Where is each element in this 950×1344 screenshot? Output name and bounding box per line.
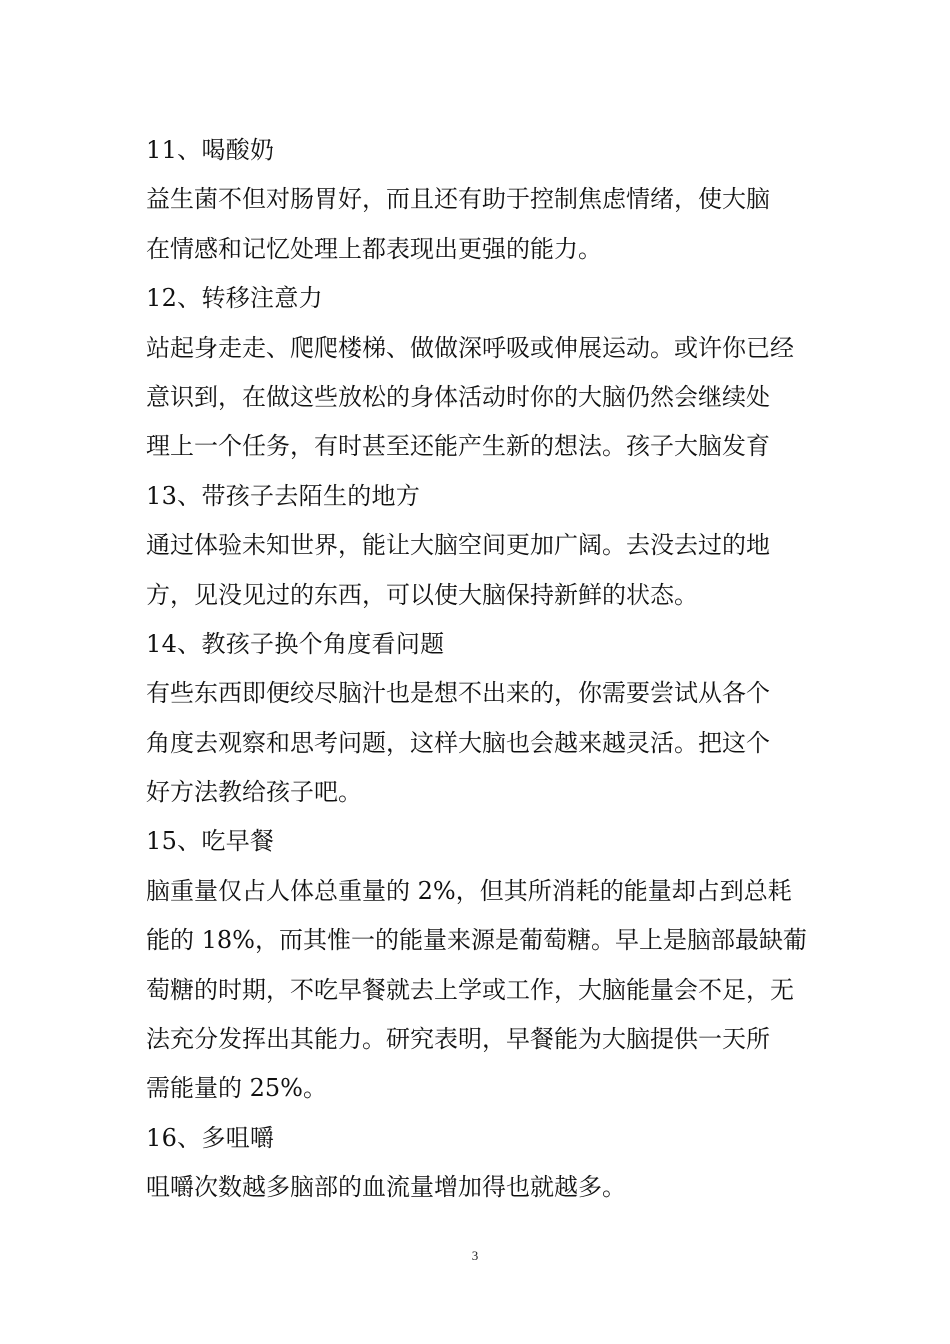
paragraph-line: 需能量的 25%。 xyxy=(146,1074,327,1103)
paragraph-line: 好方法教给孩子吧。 xyxy=(146,778,362,807)
paragraph-line: 萄糖的时期，不吃早餐就去上学或工作，大脑能量会不足，无 xyxy=(146,975,794,1004)
section-heading: 14、教孩子换个角度看问题 xyxy=(146,629,445,658)
section-heading: 13、带孩子去陌生的地方 xyxy=(146,481,421,510)
paragraph-line: 意识到，在做这些放松的身体活动时你的大脑仍然会继续处 xyxy=(146,382,770,411)
section-heading: 16、多咀嚼 xyxy=(146,1123,275,1152)
paragraph-line: 角度去观察和思考问题，这样大脑也会越来越灵活。把这个 xyxy=(146,728,770,757)
paragraph-line: 脑重量仅占人体总重量的 2%，但其所消耗的能量却占到总耗 xyxy=(146,876,792,905)
document-body xyxy=(146,126,810,1213)
paragraph-line: 益生菌不但对肠胃好，而且还有助于控制焦虑情绪，使大脑 xyxy=(146,185,770,214)
paragraph-line: 理上一个任务，有时甚至还能产生新的想法。孩子大脑发育 xyxy=(146,432,770,461)
section-heading: 11、喝酸奶 xyxy=(146,136,275,164)
paragraph-line: 法充分发挥出其能力。研究表明，早餐能为大脑提供一天所 xyxy=(146,1025,770,1054)
paragraph-line: 方，见没见过的东西，可以使大脑保持新鲜的状态。 xyxy=(146,580,698,609)
paragraph-line: 在情感和记忆处理上都表现出更强的能力。 xyxy=(146,234,602,263)
page-number: 3 xyxy=(471,1248,479,1263)
paragraph-line: 咀嚼次数越多脑部的血流量增加得也就越多。 xyxy=(146,1173,626,1202)
section-heading: 12、转移注意力 xyxy=(146,284,323,313)
paragraph-line: 能的 18%，而其惟一的能量来源是葡萄糖。早上是脑部最缺葡 xyxy=(146,926,807,955)
paragraph-line: 有些东西即便绞尽脑汁也是想不出来的，你需要尝试从各个 xyxy=(146,679,770,708)
paragraph-line: 通过体验未知世界，能让大脑空间更加广阔。去没去过的地 xyxy=(146,531,770,560)
section-heading: 15、吃早餐 xyxy=(146,827,275,856)
paragraph-line: 站起身走走、爬爬楼梯、做做深呼吸或伸展运动。或许你已经 xyxy=(146,333,794,362)
